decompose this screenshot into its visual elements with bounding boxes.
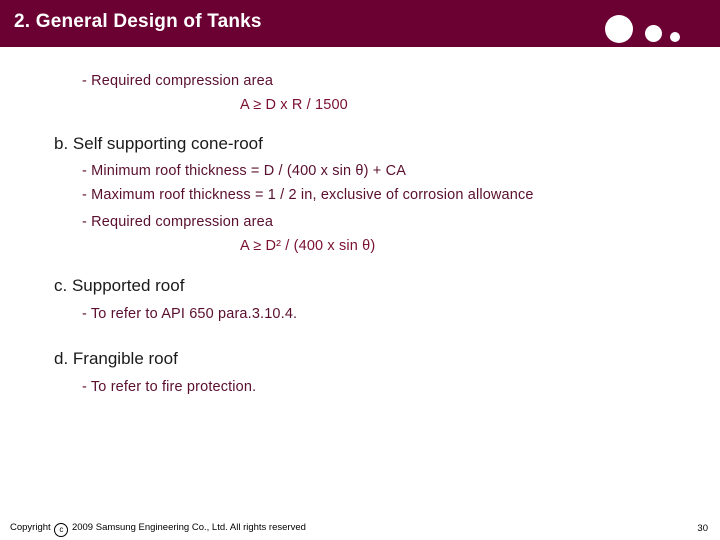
header-bar <box>0 0 720 47</box>
page-number: 30 <box>697 523 708 534</box>
section-d-title: d. Frangible roof <box>54 349 178 368</box>
intro-bullet: - Required compression area <box>82 73 274 89</box>
section-b-formula: A ≥ D² / (400 x sin θ) <box>240 238 376 254</box>
section-b-bullet-area: - Required compression area <box>82 214 274 230</box>
page-title: 2. General Design of Tanks <box>14 11 262 32</box>
section-d-bullet: - To refer to fire protection. <box>82 379 257 395</box>
copyright-text: 2009 Samsung Engineering Co., Ltd. All rights reserved <box>71 522 306 533</box>
section-b-bullet-max: - Maximum roof thickness = 1 / 2 in, exclusive of corrosion allowance <box>82 187 534 203</box>
section-c-bullet: - To refer to API 650 para.3.10.4. <box>82 306 298 322</box>
section-c-title: c. Supported roof <box>54 276 185 295</box>
intro-formula: A ≥ D x R / 1500 <box>240 97 348 113</box>
footer-copyright <box>10 522 306 537</box>
decorative-dot-small <box>670 32 680 42</box>
decorative-dot-medium <box>645 25 662 42</box>
copyright-icon: c <box>54 523 68 537</box>
section-b-bullet-min: - Minimum roof thickness = D / (400 x sin θ) + CA <box>82 163 407 179</box>
decorative-dot-large <box>605 15 633 43</box>
copyright-prefix: Copyright <box>10 522 51 533</box>
section-b-title: b. Self supporting cone-roof <box>54 134 263 153</box>
